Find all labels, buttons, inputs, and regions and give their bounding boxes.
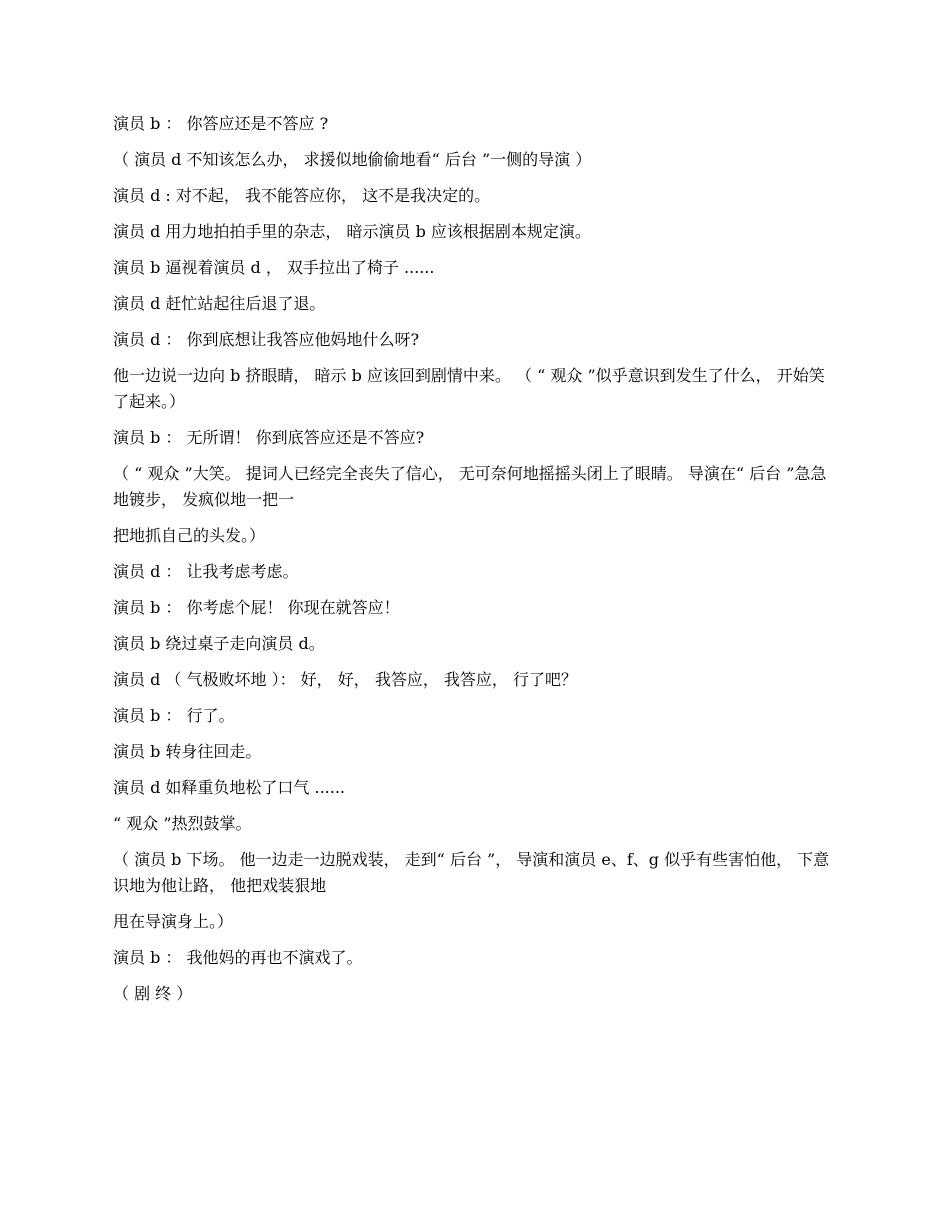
paragraph-23: （ 剧 终 ） bbox=[113, 984, 193, 1003]
paragraph-21: 甩在导演身上。） bbox=[113, 912, 234, 931]
paragraph-2: （ 演员 d 不知该怎么办， 求援似地偷偷地看“ 后台 ”一侧的导演 ） bbox=[113, 150, 592, 169]
paragraph-19: “ 观众 ”热烈鼓掌。 bbox=[113, 814, 252, 833]
paragraph-14: 演员 b 绕过桌子走向演员 d。 bbox=[113, 634, 325, 653]
paragraph-1: 演员 b ： 你答应还是不答应 ? bbox=[113, 114, 329, 133]
paragraph-16: 演员 b ： 行了。 bbox=[113, 706, 235, 725]
paragraph-20: （ 演员 b 下场。 他一边走一边脱戏装， 走到“ 后台 ”， 导演和演员 e、f、g 似乎有些害怕他， 下意识地为他让路， 他把戏装狠地 bbox=[113, 850, 830, 895]
paragraph-3: 演员 d : 对不起， 我不能答应你， 这不是我决定的。 bbox=[113, 186, 491, 205]
paragraph-18: 演员 d 如释重负地松了口气 ...... bbox=[113, 778, 346, 797]
paragraph-8: 他一边说一边向 b 挤眼睛， 暗示 b 应该回到剧情中来。 （ “ 观众 ”似乎意识到发生了什么， 开始笑了起来。） bbox=[113, 366, 825, 411]
paragraph-11: 把地抓自己的头发。） bbox=[113, 526, 266, 545]
paragraph-13: 演员 b ： 你考虑个屁！ 你现在就答应！ bbox=[113, 598, 400, 617]
paragraph-5: 演员 b 逼视着演员 d ， 双手拉出了椅子 ...... bbox=[113, 258, 435, 277]
paragraph-4: 演员 d 用力地拍拍手里的杂志， 暗示演员 b 应该根据剧本规定演。 bbox=[113, 222, 591, 241]
paragraph-12: 演员 d ： 让我考虑考虑。 bbox=[113, 562, 299, 581]
paragraph-15: 演员 d （ 气极败坏地 ）： 好， 好， 我答应， 我答应， 行了吧？ bbox=[113, 670, 578, 689]
paragraph-6: 演员 d 赶忙站起往后退了退。 bbox=[113, 294, 326, 313]
paragraph-10: （ “ 观众 ”大笑。 提词人已经完全丧失了信心， 无可奈何地摇摇头闭上了眼睛。 导演在“ 后台 ”急急地镀步， 发疯似地一把一 bbox=[113, 464, 827, 509]
paragraph-9: 演员 b ： 无所谓！ 你到底答应还是不答应? bbox=[113, 428, 425, 447]
paragraph-22: 演员 b ： 我他妈的再也不演戏了。 bbox=[113, 948, 363, 967]
paragraph-17: 演员 b 转身往回走。 bbox=[113, 742, 262, 761]
paragraph-7: 演员 d ： 你到底想让我答应他妈地什么呀? bbox=[113, 330, 420, 349]
script-text bbox=[113, 111, 840, 1017]
